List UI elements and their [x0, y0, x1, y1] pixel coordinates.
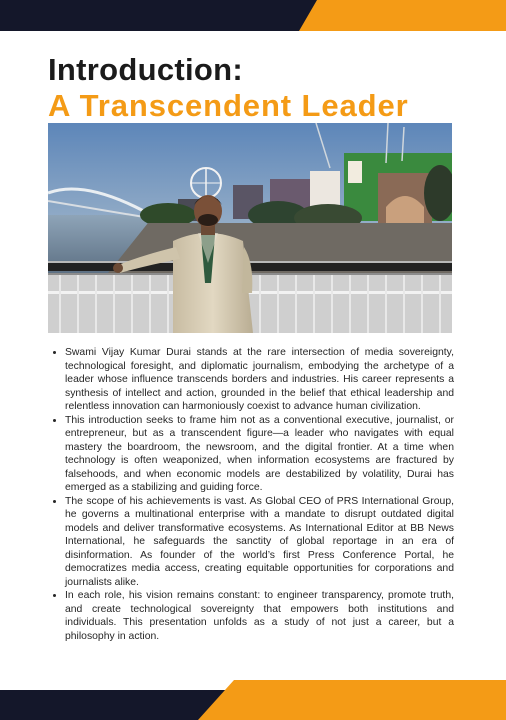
title-line-2: A Transcendent Leader [48, 88, 409, 123]
bottom-decorative-band [0, 680, 506, 720]
bullet-paragraph-2: • This introduction seeks to frame him not as a conventional executive, journalist, or entrepreneur, but as a transcendent figure—a leader who navigates with equal mastery the boardroom, the newsroom, and the digital frontier. At a time when technology is often weaponized, when information ecosystems are fractured by falsehoods, and when economic models are destabilized by volatility, Durai has emerged as a stabilizing and guiding force. [65, 414, 454, 495]
bullet-paragraph-3: • The scope of his achievements is vast. As Global CEO of PRS International Group, he governs a multinational enterprise with a mandate to disrupt outdated digital models and deliver transformative ecosystems. As International Editor at BB News International, he safeguards the sanctity of global reportage in an era of disinformation. As founder of the world’s first Press Conference Portal, he democratizes media access, creating equitable opportunities for corporations and journalists alike. [65, 495, 454, 590]
title-line-1: Introduction: [48, 52, 244, 87]
page-title [48, 52, 409, 124]
intro-content [50, 346, 454, 643]
bottom-band-orange [198, 680, 506, 720]
bullet-paragraph-4: • In each role, his vision remains constant: to engineer transparency, promote truth, and create technological sovereignty that empowers both institutions and individuals. This presentation unfolds as a study of not just a career, but a philosophy in action. [65, 589, 454, 643]
top-band-orange [299, 0, 506, 31]
bottom-band-dark [0, 690, 230, 720]
bullet-list [50, 346, 454, 643]
top-decorative-band [0, 0, 506, 31]
portrait-photo [48, 123, 452, 333]
bullet-paragraph-1: • Swami Vijay Kumar Durai stands at the rare intersection of media sovereignty, technological foresight, and diplomatic journalism, embodying the archetype of a leader whose influence transcends borders and industries. His career represents a synthesis of intellect and action, grounded in the belief that ethical leadership and relentless innovation can harmoniously coexist to advance human civilization. [65, 346, 454, 414]
